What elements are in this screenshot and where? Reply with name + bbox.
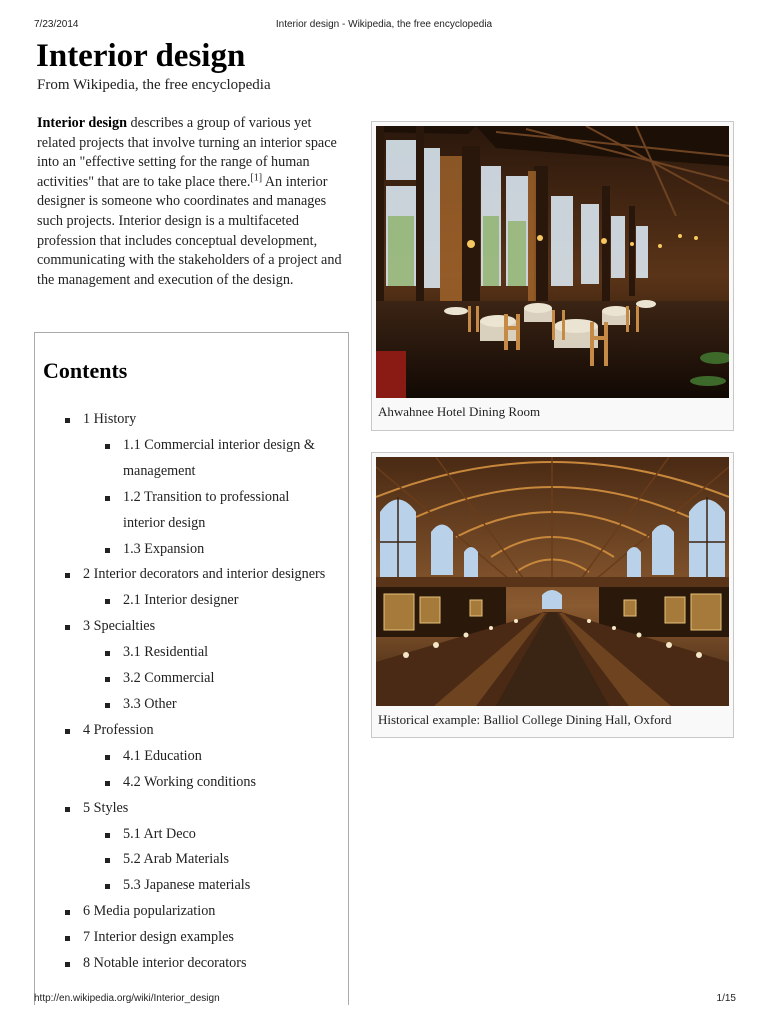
toc-list bbox=[35, 407, 348, 977]
browser-url: http://en.wikipedia.org/wiki/Interior_design bbox=[34, 993, 220, 1004]
toc-item[interactable] bbox=[35, 537, 348, 563]
toc-heading: Contents bbox=[43, 358, 128, 383]
figure-ahwahnee bbox=[371, 121, 734, 431]
bullet-icon bbox=[65, 625, 70, 630]
bullet-icon bbox=[105, 833, 110, 838]
toc-item-label[interactable]: 3.3 Other bbox=[123, 695, 177, 712]
intro-text-1: describes a group of various yet related projects that involve turning an interior space into an "effective setting for the range of human activities" that are to take place there. bbox=[37, 115, 337, 190]
bullet-icon bbox=[105, 703, 110, 708]
bullet-icon bbox=[105, 677, 110, 682]
bullet-icon bbox=[105, 599, 110, 604]
intro-paragraph bbox=[37, 114, 349, 290]
intro-text-2: An interior designer is someone who coordinates and manages such projects. Interior design is a multifaceted profession that includes conceptual development, communicating with the stakeholders of a project and the management and execution of the design. bbox=[37, 173, 342, 288]
toc-item[interactable] bbox=[35, 847, 348, 873]
toc-item[interactable] bbox=[35, 796, 348, 822]
toc-item[interactable] bbox=[35, 485, 348, 511]
intro-bold-term: Interior design bbox=[37, 115, 127, 131]
toc-item-label[interactable]: 2 Interior decorators and interior designers bbox=[83, 566, 326, 583]
browser-date: 7/23/2014 bbox=[34, 19, 79, 30]
toc-item-label[interactable]: 1 History bbox=[83, 411, 137, 427]
toc-item[interactable] bbox=[35, 770, 348, 796]
bullet-icon bbox=[65, 910, 70, 915]
from-wikipedia: From Wikipedia, the free encyclopedia bbox=[37, 77, 271, 93]
bullet-icon bbox=[65, 573, 70, 578]
toc-item-label[interactable]: 3.1 Residential bbox=[123, 644, 209, 661]
browser-page-title: Interior design - Wikipedia, the free encyclopedia bbox=[275, 19, 493, 30]
ahwahnee-caption: Ahwahnee Hotel Dining Room bbox=[378, 404, 541, 419]
toc-item-label[interactable]: 3 Specialties bbox=[83, 618, 156, 635]
toc-item[interactable] bbox=[35, 822, 348, 848]
balliol-caption: Historical example: Balliol College Dining Hall, Oxford bbox=[378, 712, 672, 727]
toc-item-label[interactable]: 5.1 Art Deco bbox=[123, 825, 196, 842]
toc-item-label[interactable]: 4 Profession bbox=[83, 721, 154, 738]
toc-item[interactable] bbox=[35, 433, 348, 459]
toc-item-label[interactable]: 5.2 Arab Materials bbox=[123, 851, 229, 868]
toc-item-label[interactable]: 7 Interior design examples bbox=[83, 929, 234, 946]
toc-item[interactable] bbox=[35, 718, 348, 744]
bullet-icon bbox=[105, 548, 110, 553]
toc-item[interactable] bbox=[35, 873, 348, 899]
toc-item-label[interactable]: 2.1 Interior designer bbox=[123, 592, 239, 609]
bullet-icon bbox=[65, 807, 70, 812]
toc-item-label[interactable]: 1.2 Transition to professional bbox=[123, 488, 290, 505]
toc-item[interactable] bbox=[35, 640, 348, 666]
balliol-dining-hall-image[interactable] bbox=[376, 457, 729, 706]
toc-item[interactable] bbox=[35, 925, 348, 951]
toc-item-label[interactable]: 6 Media popularization bbox=[83, 903, 216, 920]
bullet-icon bbox=[65, 936, 70, 941]
citation-link[interactable]: [1] bbox=[250, 172, 263, 184]
toc-item-label[interactable]: 5 Styles bbox=[83, 799, 129, 816]
toc-item-label[interactable]: 4.2 Working conditions bbox=[123, 773, 256, 790]
toc-item[interactable] bbox=[35, 951, 348, 977]
toc-item-continuation[interactable] bbox=[35, 459, 348, 485]
toc-item-label[interactable]: 8 Notable interior decorators bbox=[83, 955, 247, 972]
bullet-icon bbox=[105, 781, 110, 786]
ahwahnee-dining-room-image[interactable] bbox=[376, 126, 729, 398]
toc-item-label[interactable]: 3.2 Commercial bbox=[123, 670, 215, 687]
toc-item-label[interactable]: 5.3 Japanese materials bbox=[123, 877, 251, 894]
toc-item[interactable] bbox=[35, 666, 348, 692]
toc-item[interactable] bbox=[35, 899, 348, 925]
page-title: Interior design bbox=[36, 38, 246, 74]
toc-item-label[interactable]: management bbox=[123, 462, 196, 479]
toc-item[interactable] bbox=[35, 744, 348, 770]
bullet-icon bbox=[105, 444, 110, 449]
bullet-icon bbox=[65, 729, 70, 734]
page-number: 1/15 bbox=[716, 993, 736, 1004]
toc-item-label[interactable]: 1.3 Expansion bbox=[123, 540, 205, 557]
bullet-icon bbox=[105, 755, 110, 760]
toc-item[interactable] bbox=[35, 562, 348, 588]
bullet-icon bbox=[105, 496, 110, 501]
bullet-icon bbox=[105, 651, 110, 656]
toc-item[interactable] bbox=[35, 614, 348, 640]
toc-item-label[interactable]: 4.1 Education bbox=[123, 747, 202, 764]
toc-item-continuation[interactable] bbox=[35, 511, 348, 537]
table-of-contents bbox=[34, 332, 349, 1005]
toc-item[interactable] bbox=[35, 692, 348, 718]
toc-item-label[interactable]: 1.1 Commercial interior design & bbox=[123, 436, 315, 453]
bullet-icon bbox=[65, 418, 70, 423]
toc-item[interactable] bbox=[35, 588, 348, 614]
bullet-icon bbox=[65, 962, 70, 967]
figure-balliol bbox=[371, 452, 734, 738]
toc-item-label[interactable]: interior design bbox=[123, 514, 206, 531]
bullet-icon bbox=[105, 858, 110, 863]
toc-item[interactable] bbox=[35, 407, 348, 433]
bullet-icon bbox=[105, 884, 110, 889]
